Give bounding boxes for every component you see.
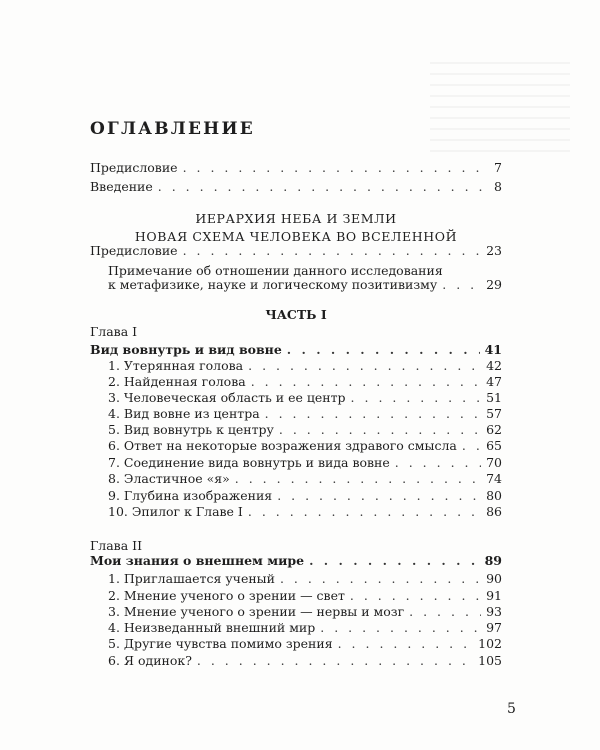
toc-entry-page: 65	[486, 438, 502, 453]
book-heading: ИЕРАРХИЯ НЕБА И ЗЕМЛИ	[195, 211, 397, 226]
toc-entry-page: 80	[486, 488, 502, 503]
toc-entry-page: 23	[486, 243, 502, 258]
toc-entry-page: 29	[486, 277, 502, 292]
toc-entry-label: 4. Неизведанный внешний мир	[108, 620, 316, 635]
toc-entry-page: 93	[486, 604, 502, 619]
toc-entry-label: 3. Мнение ученого о зрении — нервы и мозг	[108, 604, 405, 619]
toc-entry-page: 62	[486, 422, 502, 437]
show-through-text	[430, 62, 570, 152]
chapter-label: Глава II	[90, 538, 143, 553]
toc-entry-note[interactable]	[108, 275, 502, 295]
toc-entry-note-line1[interactable]: Примечание об отношении данного исследования	[108, 263, 443, 278]
toc-entry-label: Введение	[90, 179, 153, 194]
toc-section[interactable]	[108, 502, 502, 522]
leader-dots	[183, 158, 483, 178]
chapter-title: Вид вовнутрь и вид вовне	[90, 342, 282, 357]
toc-entry-label: к метафизике, науке и логическому позитивизму	[108, 277, 438, 292]
leader-dots	[197, 651, 473, 671]
toc-entry-label: Предисловие	[90, 160, 178, 175]
toc-entry-label: 5. Другие чувства помимо зрения	[108, 636, 333, 651]
toc-entry-page: 51	[486, 390, 502, 405]
toc-entry-label: 4. Вид вовне из центра	[108, 406, 260, 421]
toc-entry-page: 42	[486, 358, 502, 373]
toc-entry-preface[interactable]	[90, 158, 502, 178]
toc-entry-page: 47	[486, 374, 502, 389]
toc-entry-page: 7	[494, 160, 502, 175]
toc-entry-label: 2. Мнение ученого о зрении — свет	[108, 588, 345, 603]
chapter-label: Глава I	[90, 324, 138, 339]
toc-entry-label: 1. Утерянная голова	[108, 358, 244, 373]
toc-entry-label: 7. Соединение вида вовнутрь и вида вовне	[108, 455, 390, 470]
toc-entry-book-preface[interactable]	[90, 241, 502, 261]
toc-entry-page: 89	[484, 553, 502, 568]
toc-entry-page: 70	[486, 455, 502, 470]
toc-entry-label: 5. Вид вовнутрь к центру	[108, 422, 274, 437]
toc-entry-chapter-2[interactable]	[90, 551, 502, 571]
toc-entry-page: 8	[494, 179, 502, 194]
toc-entry-label: 6. Я одинок?	[108, 653, 192, 668]
toc-entry-label: 1. Приглашается ученый	[108, 571, 275, 586]
leader-dots	[309, 551, 480, 571]
toc-entry-label: 9. Глубина изображения	[108, 488, 273, 503]
toc-entry-page: 102	[478, 636, 502, 651]
toc-entry-label: 3. Человеческая область и ее центр	[108, 390, 346, 405]
leader-dots	[248, 502, 481, 522]
toc-entry-label: 8. Эластичное «я»	[108, 471, 230, 486]
toc-entry-page: 91	[486, 588, 502, 603]
toc-entry-page: 86	[486, 504, 502, 519]
toc-entry-page: 74	[486, 471, 502, 486]
leader-dots	[183, 241, 482, 261]
toc-entry-page: 57	[486, 406, 502, 421]
leader-dots	[158, 177, 483, 197]
toc-entry-label: Предисловие	[90, 243, 178, 258]
toc-entry-page: 90	[486, 571, 502, 586]
toc-entry-page: 41	[484, 342, 502, 357]
toc-section[interactable]	[108, 651, 502, 671]
toc-entry-label: 6. Ответ на некоторые возражения здравого смысла	[108, 438, 457, 453]
page-number: 5	[507, 701, 516, 717]
toc-entry-page: 97	[486, 620, 502, 635]
toc-entry-introduction[interactable]	[90, 177, 502, 197]
toc-entry-page: 105	[478, 653, 502, 668]
chapter-title: Мои знания о внешнем мире	[90, 553, 305, 568]
page-title: ОГЛАВЛЕНИЕ	[90, 119, 255, 139]
toc-entry-label: 2. Найденная голова	[108, 374, 246, 389]
book-subheading: НОВАЯ СХЕМА ЧЕЛОВЕКА ВО ВСЕЛЕННОЙ	[134, 229, 458, 244]
leader-dots	[442, 275, 481, 295]
part-heading: ЧАСТЬ I	[265, 307, 327, 322]
toc-entry-label: 10. Эпилог к Главе I	[108, 504, 243, 519]
